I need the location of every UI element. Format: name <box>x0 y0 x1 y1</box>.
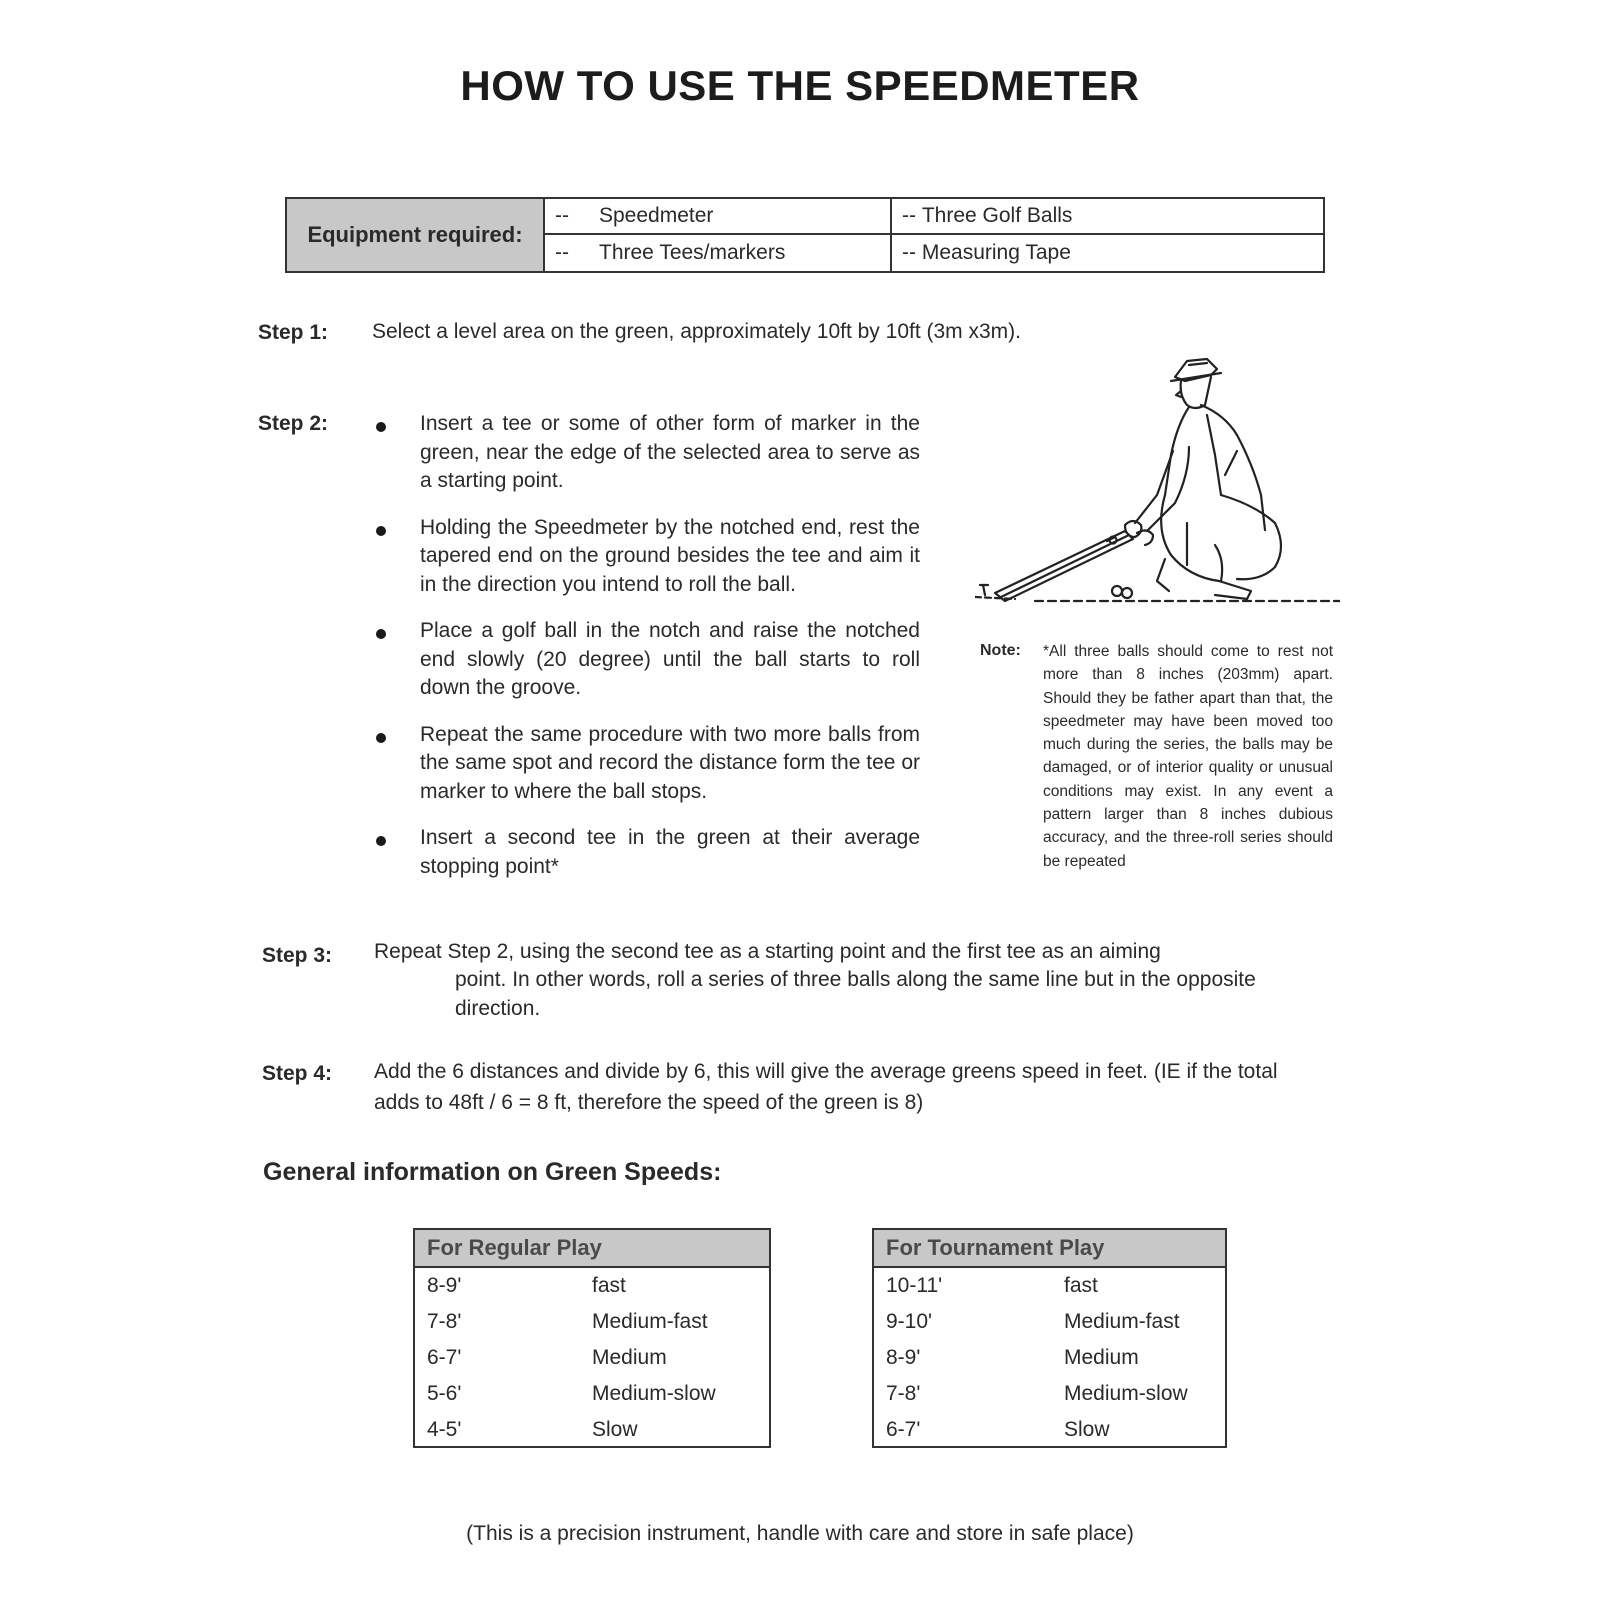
table-row <box>874 1412 1225 1448</box>
bullet-icon <box>376 629 386 639</box>
equipment-table <box>285 197 1325 273</box>
step1-label: Step 1: <box>258 321 329 344</box>
speed-label: fast <box>592 1274 626 1297</box>
page-title: HOW TO USE THE SPEEDMETER <box>460 62 1140 109</box>
step3-text-continued: point. In other words, roll a series of three balls along the same line but in the opposite direction. <box>455 968 1256 1020</box>
speed-label: Slow <box>592 1418 638 1441</box>
tournament-play-table <box>872 1228 1227 1448</box>
table-row <box>874 1268 1225 1304</box>
step1-text: Select a level area on the green, approximately 10ft by 10ft (3m x3m). <box>372 320 1022 343</box>
golfer-illustration <box>975 355 1340 620</box>
speed-range: 9-10' <box>886 1310 933 1333</box>
step2-bullet <box>372 410 920 496</box>
table-row <box>874 1304 1225 1340</box>
step2-bullet-list <box>372 410 920 899</box>
step2-bullet <box>372 721 920 807</box>
speed-label: Medium-fast <box>1064 1310 1180 1333</box>
footer-note: (This is a precision instrument, handle with care and store in safe place) <box>466 1522 1134 1545</box>
step2-bullet <box>372 617 920 703</box>
step2-bullet <box>372 514 920 600</box>
regular-play-header: For Regular Play <box>415 1230 769 1268</box>
table-row <box>415 1304 769 1340</box>
equipment-dash: -- <box>902 241 916 264</box>
speed-range: 7-8' <box>886 1382 921 1405</box>
tournament-play-header: For Tournament Play <box>874 1230 1225 1268</box>
bullet-icon <box>376 422 386 432</box>
note-label: Note: <box>980 642 1021 659</box>
equipment-label: Equipment required: <box>287 199 545 271</box>
table-row <box>415 1376 769 1412</box>
speed-label: Medium-slow <box>592 1382 716 1405</box>
equipment-item <box>545 235 892 271</box>
green-speeds-heading: General information on Green Speeds: <box>263 1158 722 1186</box>
table-row <box>874 1376 1225 1412</box>
equipment-dash: -- <box>902 204 916 227</box>
step4-label: Step 4: <box>262 1062 333 1085</box>
bullet-text: Repeat the same procedure with two more balls from the same spot and record the distance form the tee or marker to where the ball stops. <box>420 722 920 803</box>
speed-range: 7-8' <box>427 1310 462 1333</box>
equipment-dash: -- <box>555 241 569 264</box>
equipment-grid <box>545 199 1323 271</box>
bullet-text: Holding the Speedmeter by the notched end, rest the tapered end on the ground besides the tee and aim it in the direction you intend to roll the ball. <box>420 515 920 596</box>
table-row <box>874 1340 1225 1376</box>
speed-label: fast <box>1064 1274 1098 1297</box>
speed-range: 10-11' <box>886 1274 943 1297</box>
bullet-text: Insert a tee or some of other form of marker in the green, near the edge of the selected area to serve as a starting point. <box>420 412 920 492</box>
equipment-item-text: Measuring Tape <box>921 241 1071 264</box>
table-row <box>415 1412 769 1448</box>
equipment-item <box>892 199 1323 235</box>
speed-range: 4-5' <box>427 1418 462 1441</box>
equipment-item <box>545 199 892 235</box>
table-row <box>415 1340 769 1376</box>
step2-bullet <box>372 824 920 881</box>
regular-play-table <box>413 1228 771 1448</box>
speed-label: Medium <box>592 1346 667 1369</box>
step3-label: Step 3: <box>262 944 333 967</box>
speed-range: 6-7' <box>427 1346 462 1369</box>
speed-label: Medium-fast <box>592 1310 708 1333</box>
bullet-icon <box>376 733 386 743</box>
speed-label: Medium <box>1064 1346 1139 1369</box>
speed-label: Medium-slow <box>1064 1382 1188 1405</box>
step2-label: Step 2: <box>258 412 329 435</box>
equipment-item-text: Three Tees/markers <box>599 241 786 264</box>
speed-label: Slow <box>1064 1418 1110 1441</box>
speed-range: 8-9' <box>427 1274 462 1297</box>
note-text: *All three balls should come to rest not more than 8 inches (203mm) apart. Should they be father apart than that, the speedmeter may have been moved too much during the series, the balls may be damaged, or of interior quality or unusual conditions may exist. In any event a pattern larger than 8 inches dubious accuracy, and the three-roll series should be repeated <box>1043 643 1333 870</box>
step4-text: Add the 6 distances and divide by 6, this will give the average greens speed in feet. (IE if the total adds to 48ft / 6 = 8 ft, therefore the speed of the green is 8) <box>374 1060 1278 1114</box>
step3-text-first-line: Repeat Step 2, using the second tee as a starting point and the first tee as an aiming <box>374 940 1161 963</box>
bullet-text: Place a golf ball in the notch and raise the notched end slowly (20 degree) until the ball starts to roll down the groove. <box>420 619 920 699</box>
bullet-icon <box>376 836 386 846</box>
speed-range: 6-7' <box>886 1418 921 1441</box>
equipment-dash: -- <box>555 204 569 227</box>
equipment-item-text: Three Golf Balls <box>921 204 1073 227</box>
bullet-icon <box>376 526 386 536</box>
equipment-item <box>892 235 1323 271</box>
equipment-item-text: Speedmeter <box>599 204 714 227</box>
speed-range: 8-9' <box>886 1346 921 1369</box>
table-row <box>415 1268 769 1304</box>
bullet-text: Insert a second tee in the green at their average stopping point* <box>420 826 920 878</box>
speed-range: 5-6' <box>427 1382 462 1405</box>
